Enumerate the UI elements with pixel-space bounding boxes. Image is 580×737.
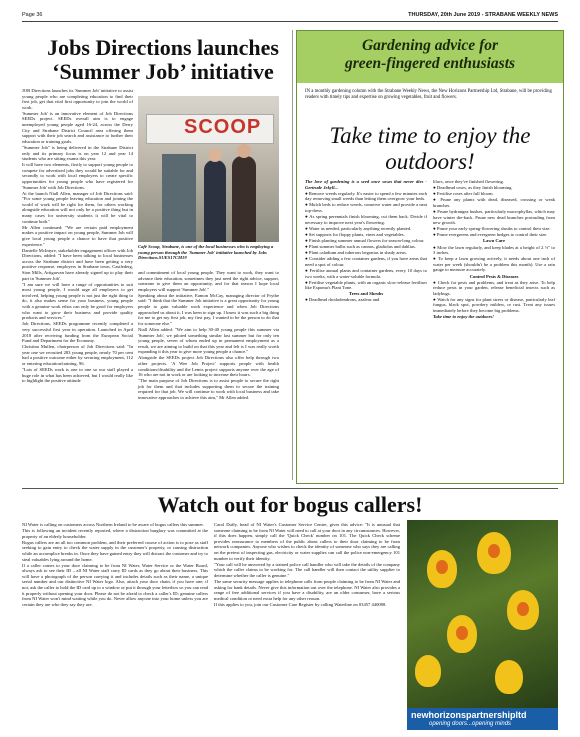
jobs-column-2 [138,270,279,401]
shop-door [162,154,196,242]
photo-caption: Cafè Scoop, Strabane, is one of the local businesses who is employing a young person through the 'Summer Job' initiative launched by Jobs Directions.SUES17CM19 [138,244,274,261]
cafe-scoop-photo [138,96,279,242]
gardening-heading-band [297,31,563,83]
paragraph: "I am sure we will have a range of opportunities to suit most young people, I would urge all employers to get involved, helping young people is not just the right thing to do, it also makes sense for your business, young people with a genuine work ethos can only be good for employers who want to grow their business and provide quality products and services." [22,281,133,321]
bogus-column-1 [22,522,208,608]
paragraph: Alongside the SEEDs project Job Directions also offer help through two other projects. 'A Wee Job Project' supports people with health conditions/disability and the Lemis project supports anyone over the age of 16 who are not in work or are looking to increase their hours. [138,355,279,378]
tip: ● Fertilise vegetable plants, with an organic slow-release fertiliser like Espoma's Plant Tone. [305,279,427,291]
lawn-subheading: Lawn Care [483,238,505,244]
paragraph: "Lots of SEEDs work is one to one so our staff played a huge role in what has been achieved, but I would really like to highlight the positive attitude [22,367,133,384]
tip: ● Mow the lawn regularly, and keep blades at a height of 2 ½" to 3 inches. [433,244,555,256]
jobs-column-1 [22,88,133,384]
tip: ● Plant summer bulbs such as cannas, gladiolus and dahlias. [305,244,416,250]
paragraph: and commitment of local young people. They want to work, they want to advance their education, sometimes they just need the right advice, support, someone to give them an opportunity, and for that reason I hope local employers will support 'Summer Job'." [138,270,279,292]
daffodil-flower [495,660,523,694]
tip: ● As spring perennials finish blooming, cut them back. Divide if necessary to improve next year's flowering. [305,214,427,225]
tip: ● To keep a lawn growing actively, it needs about one inch of water per week (shouldn't be a problem this month). Use a rain gauge to measure accurately. [433,256,555,273]
paragraph: 'Summer Job' is an innovative element of Job Directions SEEDs project. SEEDs overall aim is to engage unemployed young people aged 16-24, across the Derry City and Strabane District Council area offering them support with their job search and assistance to further their education or training goals. [22,110,133,144]
bogus-column-2 [214,522,400,608]
gardening-title-line-2: outdoors! [385,149,475,174]
person-figure [204,160,226,242]
gardening-signoff: Take time to enjoy the outdoors! [433,314,494,320]
gardening-box [296,30,564,484]
paragraph: At the launch Niall Allen, manager of Job Directions said: "For some young people leaving education and joining the world of work will be right for them, for others working alongside education will not only be a positive thing but in many cases for university students it will be vital to continue both." [22,190,133,224]
shop-sign-text: SCOOP [184,116,262,138]
flower-advert-photo [407,520,558,730]
page-number: Page 36 [22,12,43,18]
gardening-column-1 [305,179,427,303]
tip: ● Finish planting summer annual flowers for season-long colour. [305,237,425,243]
gardening-title [297,123,563,175]
jobs-headline-line-1: Jobs Directions launches [47,35,279,60]
daffodil-center [436,560,448,574]
paragraph: "The main purpose of Job Directions is to assist people to secure the right job for them and that includes supporting them to secure the training required for that job. We will continue to work with local business and take innovative approaches to achieve this aim," Mr Allen added. [138,378,279,401]
paragraph: Mr Allen continued: "We are certain paid employment makes a positive impact on young people, Summer Job will give local young people a chance to have that positive experience." [22,224,133,247]
tip: ● Fertilise roses after full bloom. [433,191,494,197]
gardening-column-2 [433,179,555,320]
paragraph: The same security message applies to telephone calls from people claiming to be from NI Water and asking for bank details. Never give this information out over the telephone. NI Water also provides a range of free additional services if you have a disability, are an older consumer, have a serious medical condition or need extra help for any other reason. [214,578,400,601]
daffodil-center [456,626,468,640]
paragraph: Niall Allen added: "We aim to help 30-40 young people this summer via 'Summer Job', we piloted something similar last summer but for only ten young people, seven of whom ended up in permanent employment as a result, we are aiming to build on that this year and felt is I was really worth expanding it this year to give more young people a chance." [138,326,279,355]
tip: ● Consider adding a few container gardens, if you have areas that need a spot of colour. [305,256,427,267]
person-head [237,144,251,158]
tip: ● Water as needed, particularly anything recently planted. [305,225,412,231]
tip: ● Prune your early spring-flowering shrubs to control their size. [433,226,551,232]
gardening-title-line-1: Take time to enjoy the [329,123,531,148]
tip: ● Deadhead roses, as they finish blooming. [433,185,513,191]
paragraph: JOB Directions launches its 'Summer Job' initiative to assist young people who are completing education to find their first job, get that vital first opportunity to join the world of work. [22,88,133,110]
tip: ● Prune any plants with dead, diseased, crossing or weak branches. [433,197,555,208]
paragraph: If a caller comes to your door claiming to be from NI Water, Water Service or the Water Board, always ask to see their ID – all NI Water staff carry ID cards as they go about their business. This will have a photograph of the person carrying it and includes details such as their name, a unique serial number and our distinctive NI Water logo. Also, attach your door chain, if you have one; if not, ask the caller to hold the ID card up to a window or put it through your letterbox so you can read it properly without opening your door. Please do not be afraid to check a caller's ID; genuine callers from NI Water won't mind waiting while you do. Never allow anyone into your home unless you are certain they are who they say they are. [22,562,208,607]
gardening-lead-quote: The love of gardening is a seed once sown that never dies - Gertrude Jekyll... [305,179,427,190]
pests-subheading: Control Pests & Diseases [469,273,519,279]
bogus-headline: Watch out for bogus callers! [157,492,423,517]
paragraph: This is following an incident recently reported, where a distraction burglary was committed at the property of an elderly householder. [22,528,208,539]
column-divider [292,30,293,480]
paragraph: "Summer Job" is being delivered in the Strabane District only and its primary focus is on year 12 and year 14 students who are sitting exams this year. [22,144,133,162]
tip: ● Prune hydrangea bushes, particularly macrophyllas, which may have winter die-back. Prune new dead branches protruding from new growth. [433,208,555,226]
edition-line: THURSDAY, 20th June 2019 - STRABANE WEEKLY NEWS [408,12,558,18]
tip: ● Plant caladium and tuberous begonias in shady areas. [305,250,407,256]
ad-brand: newhorizonspartnershipltd [411,710,527,720]
gardening-heading [297,37,563,73]
page-header [22,11,558,22]
tip: ● Check for pests and problems, and treat as they arise. To help reduce pests in your garden, release beneficial insects such as ladybugs. [433,279,555,296]
gardening-intro: IN a monthly gardening column with the Strabane Weekly News, the New Horizons Partnership Ltd, Strabane, will be providing readers with timely tips and expertise on growing vegetables, fruit and flowers. [305,89,552,100]
tip: ● Set supports for floppy plants, vines and vegetables. [305,231,405,237]
tip: ● Deadhead rhododendrons, azaleas and [305,297,380,303]
paragraph: If this applies to you, join our Customer Care Register by calling Waterline on 03457 440088. [214,601,387,607]
paragraph: Christina Mullen, chairperson of Job Directions said: "In year one we recruited 283 young people, nearly 70 per cent had a positive outcome either by securing employment, 112 or entering education/training, 96. [22,344,133,366]
jobs-headline-line-2: ‘Summer Job’ initiative [52,59,274,84]
daffodil-center [488,544,500,558]
gardening-heading-line-1: Gardening advice for [361,37,499,54]
tip: ● Remove weeds regularly. It's easier to spend a few minutes each day removing small weeds than letting them overgrow your beds. [305,190,427,202]
paragraph: It will have two elements, firstly to support young people to compete for advertised jobs they would be suitable for and secondly to work with local employers to create specific opportunities for young people who have registered for 'Summer Job' with Job Directions. [22,162,133,190]
new-horizons-banner [407,708,558,730]
tip: ● Prune evergreens and evergreen hedges to control their size. [433,232,548,238]
paragraph: Carol Duffy, head of NI Water's Customer Service Centre, gives this advice: "It is unusual that someone claiming to be from NI Water will need to call at your door in any circumstances. However, if this does happen, simply call the 'Quick Check' number on 101. The Quick Check scheme provides reassurance to members of the public about callers to their door claiming to be from network companies. Anyone who wishes to check the identity of someone who says they are calling on the pretext of inspecting gas, electricity or water supplies can call the police non-emergency 101 number to verify their identity. [214,522,400,561]
tip: ● Fertilise annual plants and container gardens, every 10 days to two weeks, with a water-soluble formula. [305,267,427,279]
trees-subheading: Trees and Shrubs [348,291,384,297]
daffodil-center [517,602,529,616]
person-figure [232,156,256,242]
paragraph: Speaking about the initiative, Eamon McCay, managing director of Frythe said: "I think that the Summer Job initiative is a great opportunity for young people to gain valuable work experience and when Job Directions approached us about it, I was keen to sign up. I know it was such a big thing for me to get my first job, my first pay, I wanted to be the person to do that for someone else." [138,292,279,326]
tip: ● Mulch beds to reduce weeds, conserve water and provide a neat top-dress. [305,202,427,213]
ad-slogan: opening doors...opening minds [429,721,512,727]
paragraph: Bogus callers are an all too common problem, and their preferred course of action is to pose as staff seeking to gain entry to check the water supply in the customer's property, or causing distraction while an accomplice breaks in. Once they have gained entry they will distract the customer and try to steal valuables lying around the home. [22,539,208,562]
paragraph: NI Water is calling on customers across Northern Ireland to be aware of bogus callers this summer. [22,522,204,527]
tip: lilacs, once they've finished flowering. [433,179,504,184]
section-divider [22,488,558,489]
jobs-headline [38,36,288,84]
paragraph: "Your call will be answered by a trained police call handler who will take the details of the company which the caller claims to be working for. The call handler will then contact the utility supplier to determine whether the caller is genuine." [214,561,400,578]
paragraph: Danielle McIntyre, stakeholder engagement officer with Job Directions, added: "I have been talking to local businesses across the Strabane district and have been getting a very positive response, employers in Strabane town, Castlederg, Sion Mills, Artigarvan have already signed up to play their part in 'Summer Job'. [22,247,133,281]
paragraph: Job Directions, SEEDs programme recently completed a very successful first year in operation. Launched in April 2018 after receiving funding from the European Social Fund and Department for the Economy. [22,321,133,344]
gardening-heading-line-2: green-fingered enthusiasts [344,55,516,72]
daffodil-flower [415,655,441,687]
tip: ● Watch for any signs for plant stress or disease, particularly leaf fungus, black spot, powdery mildew, or rust. Treat any issues immediately before they become big problems. [433,296,555,314]
person-head [208,148,222,162]
